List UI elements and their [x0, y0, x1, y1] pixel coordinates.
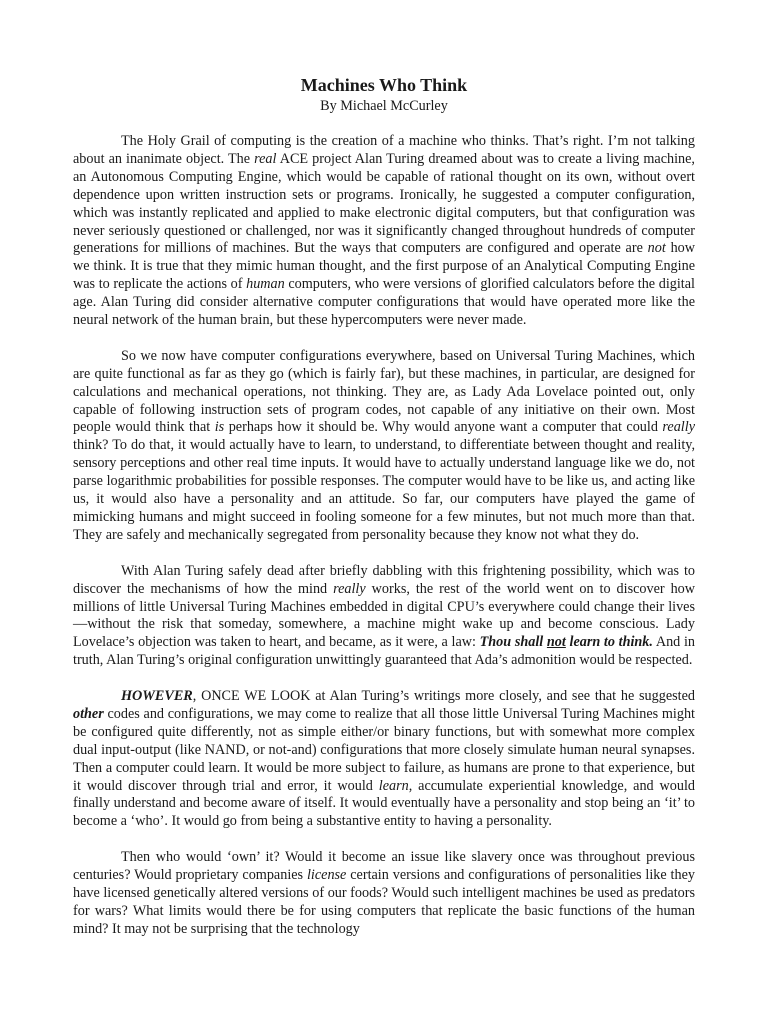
italic-text-run: not [647, 240, 666, 257]
text-run: , ONCE WE LOOK at Alan Turing’s writings more closely, and see that he suggested [192, 688, 695, 705]
text-run: Then who would ‘own’ it? Would it become an issue like slavery once was throughout previous centuries? Would proprietary companies [73, 849, 695, 884]
text-run: ACE project Alan Turing dreamed about was to create a living machine, an Autonomous Computing Engine, which would be capable of rational thought on its own, without overt dependence upon written instruction sets or programs. Ironically, he suggested a computer configuration, which was instantly replicated and applied to make electronic digital computers, but that configuration was never seriously questioned or challenged, nor was it significantly changed throughout hundreds of computer generations for millions of machines. But the ways that computers are configured and operate are [73, 150, 695, 257]
italic-text-run: is [214, 419, 225, 436]
text-run: , accumulate experiential knowledge, and would finally understand and become aware of itself. It would eventually have a personality and stop being an ‘it’ to become a ‘who’. It would go from being a substantive entity to having a personality. [73, 777, 696, 830]
text-run: how we think. It is true that they mimic human thought, and the first purpose of an Analytical Computing Engine was to replicate the actions of [73, 240, 696, 293]
text-run: codes and configurations, we may come to realize that all those little Universal Turing Machines might be configured quite differently, not as simple either/or binary functions, but with somewhat more complex dual input-output (like NAND, or not-and) configurations that more closely simulate human neural synapses. Then a computer could learn. It would be more subject to failure, as humans are prone to that experience, but it would discover through trial and error, it would [73, 705, 695, 794]
body-paragraph-2 [73, 348, 695, 545]
text-run: perhaps how it should be. Why would anyone want a computer that could [224, 419, 663, 436]
text-run: computers, who were versions of glorified calculators before the digital age. Alan Turing did consider alternative computer configurations that would have operated more like the neural network of the human brain, but these hypercomputers were never made. [73, 276, 695, 329]
italic-text-run: real [254, 150, 277, 167]
italic-text-run: really [662, 419, 695, 436]
italic-text-run: learn [378, 777, 409, 794]
bold-italic-underline-text-run: not [546, 634, 566, 651]
italic-text-run: human [246, 276, 285, 293]
body-paragraph-1 [73, 133, 695, 330]
bold-italic-text-run: HOWEVER [121, 688, 193, 705]
text-run: works, the rest of the world went on to discover how millions of little Universal Turing Machines embedded in digital CPU’s everywhere could change their lives—without the risk that someday, somewhere, a machine might wake up and become conscious. Lady Lovelace’s objection was taken to heart, and became, as it were, a law: [73, 580, 696, 651]
document-title: Machines Who Think [300, 75, 468, 95]
text-run: With Alan Turing safely dead after briefly dabbling with this frightening possibility, which was to discover the mechanisms of how the mind [73, 562, 695, 597]
body-paragraph-3 [73, 563, 695, 670]
bold-italic-text-run: Thou shall [479, 634, 547, 651]
text-run: The Holy Grail of computing is the creation of a machine who thinks. That’s right. I’m not talking about an inanimate object. The [73, 133, 695, 167]
body-paragraph-5 [73, 849, 695, 939]
text-run: think? To do that, it would actually have to learn, to understand, to differentiate between thought and reality, sensory perceptions and other real time inputs. It would have to actually understand language like we do, not parse logarithmic probabilities for possible responses. The computer would have to be like us, and acting like us, it would also have a personality and an attitude. So far, our computers have played the game of mimicking humans and might succeed in fooling someone for a few minutes, but not much more than that. They are safely and mechanically segregated from personality because they know not what they do. [73, 437, 695, 543]
bold-italic-text-run: learn to think. [565, 634, 653, 651]
body-paragraph-4 [73, 688, 695, 831]
text-run: So we now have computer configurations everywhere, based on Universal Turing Machines, which are quite functional as far as they go (which is fairly far), but these machines, in particular, are designed for calculations and mechanical operations, not thinking. They are, as Lady Ada Lovelace pointed out, only capable of following instruction sets of program codes, not capable of any initiative on their own. Most people would think that [73, 347, 695, 436]
bold-italic-text-run: other [73, 705, 104, 722]
text-run: certain versions and configurations of personalities like they have licensed genetically altered versions of our foods? Would such intelligent machines be used as predators for wars? What limits would there be for using computers that replicate the basic functions of the human mind? It may not be surprising that the technology [73, 867, 695, 937]
author-byline: By Michael McCurley [320, 98, 448, 114]
italic-text-run: really [333, 580, 366, 597]
text-run: And in truth, Alan Turing’s original configuration unwittingly guaranteed that Ada’s admonition would be respected. [73, 634, 695, 669]
italic-text-run: license [306, 867, 347, 884]
